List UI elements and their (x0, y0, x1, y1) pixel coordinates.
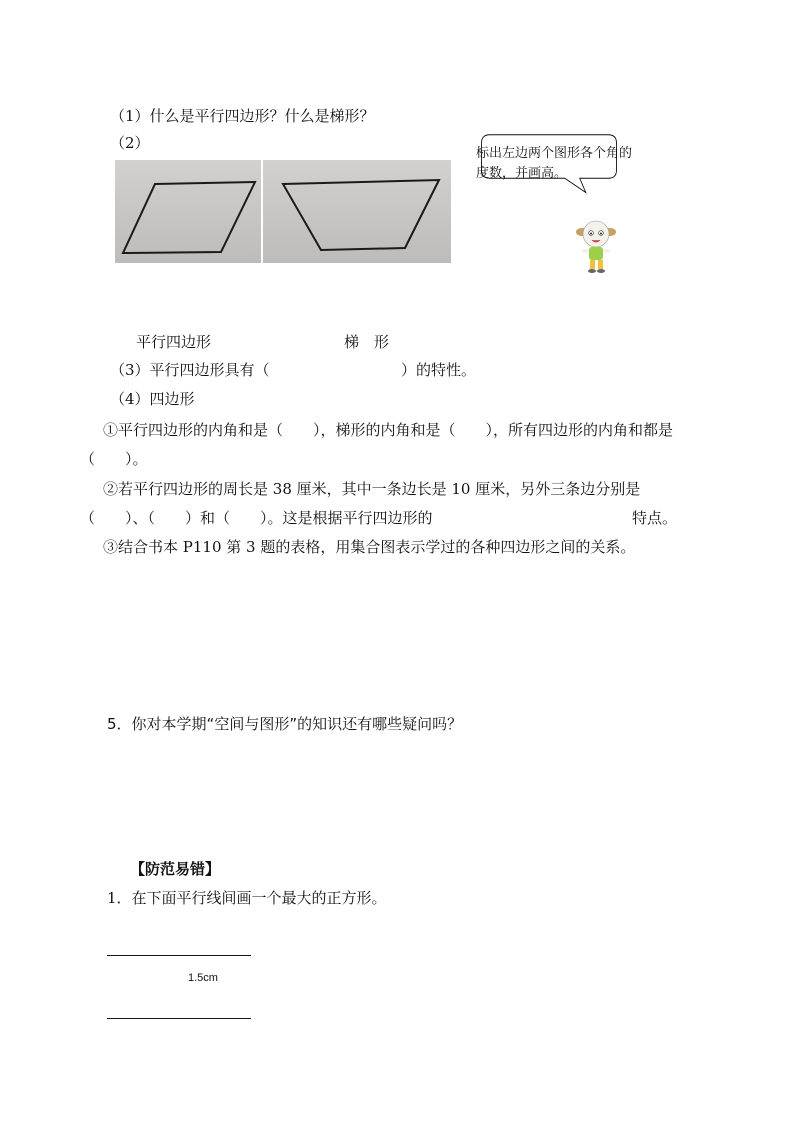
question-5: 5．你对本学期“空间与图形”的知识还有哪些疑问吗？ (107, 715, 463, 733)
label-trapezoid: 梯 形 (344, 333, 390, 351)
question-4-1-line-1: ①平行四边形的内角和是（ ），梯形的内角和是（ ），所有四边形的内角和都是 (103, 421, 674, 439)
distance-label: 1.5cm (188, 972, 218, 984)
question-1: （1）什么是平行四边形？什么是梯形？ (110, 107, 375, 125)
question-2-number: （2） (110, 134, 150, 152)
question-3-suffix: ）的特性。 (401, 361, 477, 379)
question-4-2-line-1: ②若平行四边形的周长是 38 厘米，其中一条边长是 10 厘米，另外三条边分别是 (103, 480, 641, 498)
parallelogram-figure (115, 160, 261, 263)
question-4: （4）四边形 (110, 390, 195, 408)
parallel-line-top (107, 955, 251, 956)
sheep-mascot-icon (574, 218, 618, 274)
parallel-line-bottom (107, 1018, 251, 1019)
bubble-text: 标出左边两个图形各个角的度数，并画高。 (476, 146, 633, 181)
label-parallelogram: 平行四边形 (136, 333, 212, 351)
question-4-2-line-2: （ ）、（ ）和（ ）。这是根据平行四边形的 (80, 509, 433, 527)
trapezoid-figure (263, 160, 451, 263)
question-4-3: ③结合书本 P110 第 3 题的表格，用集合图表示学过的各种四边形之间的关系。 (103, 538, 636, 556)
question-4-1-line-2: （ ）。 (80, 450, 148, 468)
trapezoid-photo (263, 160, 451, 263)
question-3-prefix: （3）平行四边形具有（ (110, 361, 270, 379)
section-title: 【防范易错】 (130, 860, 221, 878)
question-4-2-tail: 特点。 (632, 509, 678, 527)
error-question-1: 1．在下面平行线间画一个最大的正方形。 (107, 889, 387, 907)
parallelogram-photo (115, 160, 261, 263)
